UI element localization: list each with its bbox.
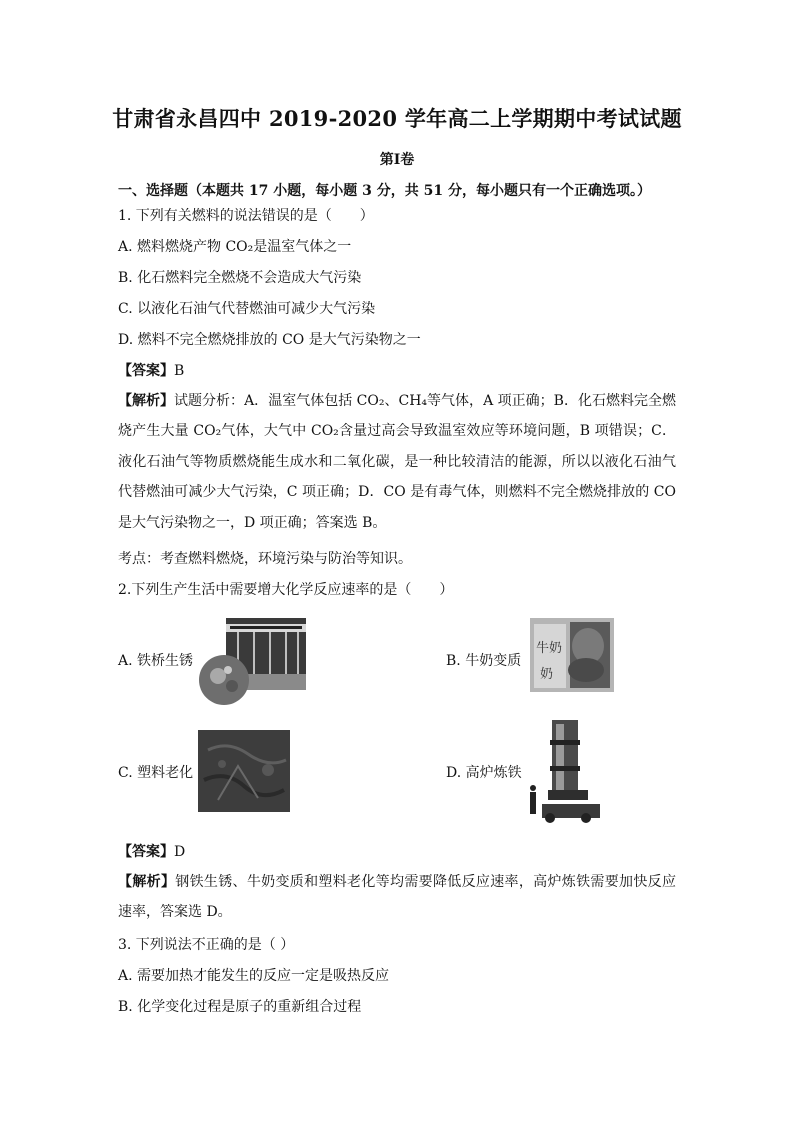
question-2-option-c: C. 塑料老化 bbox=[118, 765, 194, 781]
analysis-label: 【解析】 bbox=[118, 393, 175, 409]
spoiled-milk-image bbox=[530, 618, 614, 692]
answer-label: 【答案】 bbox=[118, 363, 174, 379]
question-1-option-b: B. 化石燃料完全燃烧不会造成大气污染 bbox=[118, 270, 362, 286]
milk-box-text-2: 奶 bbox=[540, 667, 554, 682]
question-2-stem: 2.下列生产生活中需要增大化学反应速率的是（ ） bbox=[118, 582, 454, 598]
question-1-option-a: A. 燃料燃烧产物 CO₂是温室气体之一 bbox=[118, 239, 352, 255]
question-1-analysis bbox=[118, 386, 676, 538]
question-1-kaodian: 考点：考查燃料燃烧，环境污染与防治等知识。 bbox=[118, 551, 412, 567]
volume-label: 第Ⅰ卷 bbox=[379, 152, 415, 168]
answer-value: B bbox=[174, 363, 185, 379]
answer-value: D bbox=[174, 844, 186, 860]
question-2-analysis bbox=[118, 867, 676, 928]
page-title: 甘肃省永昌四中 2019-2020 学年高二上学期期中考试试题 bbox=[112, 106, 682, 131]
analysis-text: 试题分析：A．温室气体包括 CO₂、CH₄等气体，A 项正确；B．化石燃料完全燃烧产生大量 CO₂气体，大气中 CO₂含量过高会导致温室效应等环境问题，B 项错误；C．液化石油气等物质燃烧能生成水和二氧化碳，是一种比较清洁的能源，所以以液化石油气代替燃油可减少大气污染，C 项正确；D．CO 是有毒气体，则燃料不完全燃烧排放的 CO 是大气污染物之一，D 项正确；答案选 B。 bbox=[118, 393, 676, 531]
question-1-option-c: C. 以液化石油气代替燃油可减少大气污染 bbox=[118, 301, 376, 317]
milk-box-text-1: 牛奶 bbox=[536, 641, 563, 656]
question-1-stem: 1. 下列有关燃料的说法错误的是（ ） bbox=[118, 208, 374, 224]
analysis-label: 【解析】 bbox=[118, 874, 176, 890]
question-2-option-b: B. 牛奶变质 bbox=[446, 653, 522, 669]
answer-label: 【答案】 bbox=[118, 844, 174, 860]
question-3-option-b: B. 化学变化过程是原子的重新组合过程 bbox=[118, 999, 362, 1015]
section-heading: 一、选择题（本题共 17 小题，每小题 3 分，共 51 分，每小题只有一个正确选项。） bbox=[118, 183, 651, 199]
question-2-option-a: A. 铁桥生锈 bbox=[118, 653, 194, 669]
blast-furnace-image bbox=[530, 720, 604, 826]
question-3-stem: 3. 下列说法不正确的是（ ） bbox=[118, 937, 295, 953]
question-1-answer bbox=[118, 361, 184, 381]
question-1-option-d: D. 燃料不完全燃烧排放的 CO 是大气污染物之一 bbox=[118, 332, 421, 348]
analysis-text: 钢铁生锈、牛奶变质和塑料老化等均需要降低反应速率，高炉炼铁需要加快反应速率，答案选 D。 bbox=[118, 874, 677, 921]
question-3-option-a: A. 需要加热才能发生的反应一定是吸热反应 bbox=[118, 968, 390, 984]
aged-plastic-image bbox=[198, 730, 290, 812]
rusty-bridge-image bbox=[198, 618, 306, 706]
question-2-option-d: D. 高炉炼铁 bbox=[446, 765, 522, 781]
question-2-answer bbox=[118, 842, 185, 862]
